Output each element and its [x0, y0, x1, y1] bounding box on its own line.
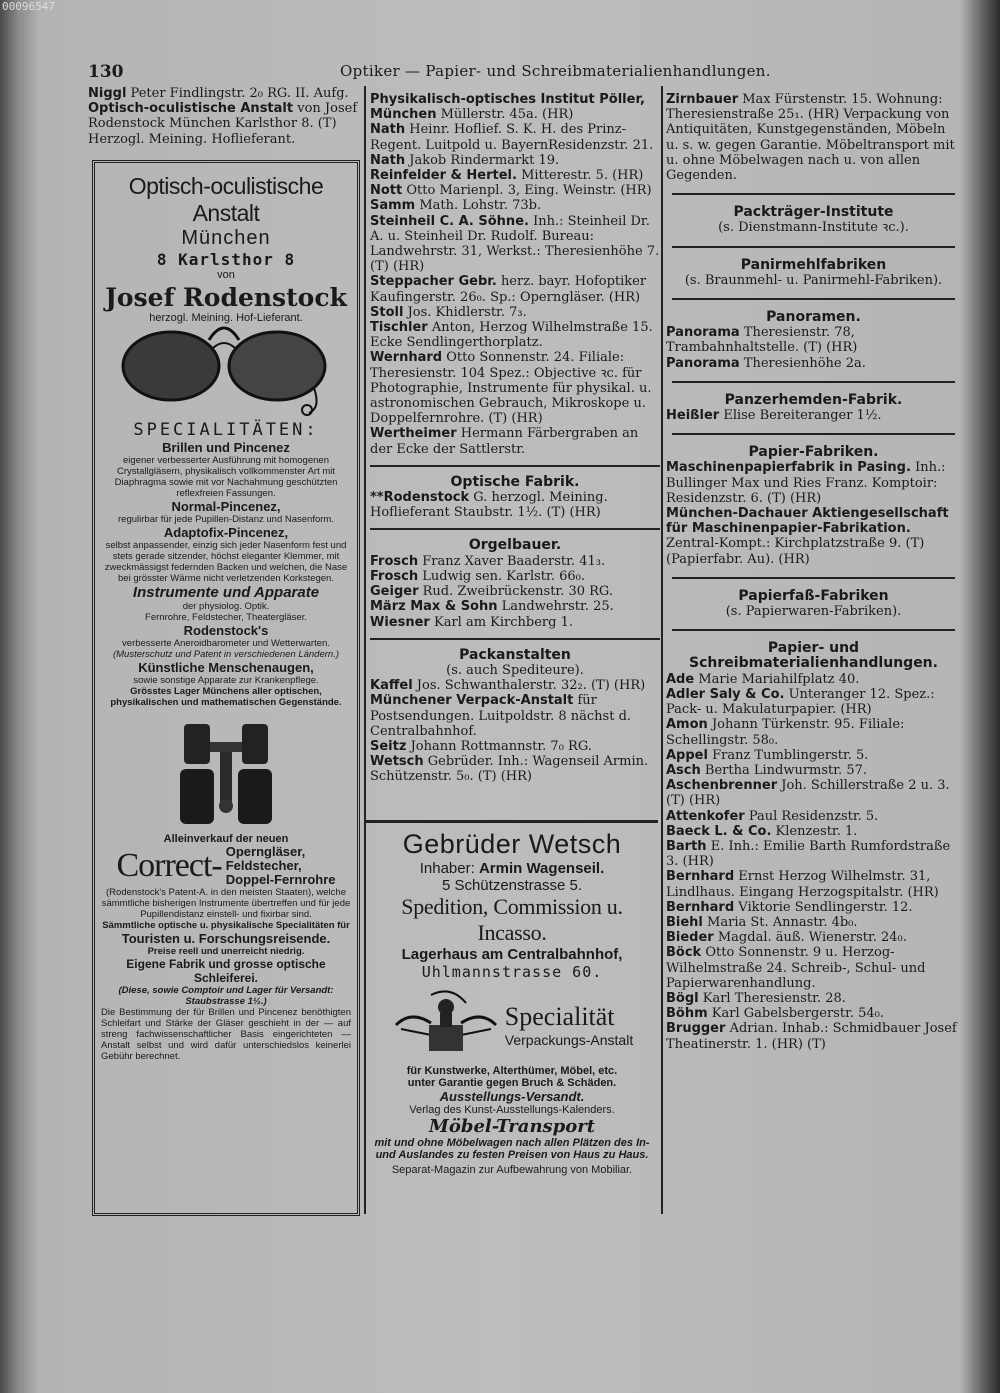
- correct-items: [226, 845, 336, 887]
- correct-item: Operngläser,: [225, 844, 306, 859]
- list-item: Barth E. Inh.: Emilie Barth Rumfordstraße 3. (HR): [666, 838, 951, 870]
- section-title: Optische Fabrik.: [450, 473, 580, 490]
- divider: [672, 577, 955, 579]
- ad-heading: Künstliche Menschenaugen,: [138, 660, 314, 675]
- ad-text: (Musterschutz und Patent in verschiedenen Ländern.): [112, 649, 340, 660]
- divider: [370, 528, 660, 530]
- ad-city: München: [181, 227, 271, 249]
- column-3: [666, 92, 961, 1052]
- column-2: [370, 92, 660, 785]
- section-title: Panzerhemden-Fabrik.: [724, 391, 903, 408]
- ad-warehouse-street: Uhlmannstrasse 60.: [421, 963, 603, 981]
- ad-text: Sämmtliche optische u. physikalische Specialitäten für: [102, 920, 350, 931]
- list-item: Seitz Johann Rottmannstr. 7₀ RG.: [370, 738, 592, 754]
- ad-address: 5 Schützenstrasse 5.: [441, 877, 583, 894]
- list-item: Samm Math. Lohstr. 73b.: [370, 198, 542, 214]
- ad-guarantee: unter Garantie gegen Bruch & Schäden.: [407, 1077, 617, 1089]
- list-item: Stoll Jos. Khidlerstr. 7₃.: [370, 304, 527, 320]
- ad-heading: Instrumente und Apparate: [132, 584, 320, 601]
- section-title: Orgelbauer.: [468, 537, 562, 554]
- ad-text: eigener verbesserter Ausführung mit homogenen Crystallgläsern, physikalisch vollkommenster Art mit Diaphragma sowie mit vor Nachahmung geschützten reflexfreien Fassungen.: [114, 455, 338, 499]
- list-item: Nath Jakob Rindermarkt 19.: [370, 152, 560, 168]
- divider: [672, 629, 955, 631]
- list-item: Böhm Karl Gabelsbergerstr. 54₀.: [666, 1006, 885, 1022]
- ad-text: Grösstes Lager Münchens aller optischen, physikalischen und mathematischen Gegenstände.: [110, 686, 342, 708]
- list-item: Panorama Theresienstr. 78, Trambahnhaltstelle. (T) (HR): [666, 325, 858, 356]
- list-item: Bernhard Viktorie Sendlingerstr. 12.: [666, 899, 913, 915]
- running-header: Optiker — Papier- und Schreibmaterialienhandlungen.: [340, 62, 771, 80]
- ad-speciality: Specialität: [504, 1002, 615, 1031]
- list-item: Kaffel Jos. Schwanthalerstr. 32₂. (T) (HR): [370, 678, 646, 694]
- list-item: Bögl Karl Theresienstr. 28.: [666, 990, 846, 1006]
- ad-text: Preise reell und unerreicht niedrig.: [147, 946, 305, 957]
- list-item: **Rodenstock G. herzogl. Meining. Hoflieferant Staubstr. 1½. (T) (HR): [370, 490, 608, 521]
- list-item: Appel Franz Tumblingerstr. 5.: [666, 747, 869, 763]
- list-item: Frosch Franz Xaver Baaderstr. 41₃.: [370, 553, 606, 569]
- column-rule: [661, 86, 663, 1214]
- page-number: 130: [88, 62, 124, 82]
- list-item: Münchener Verpack-Anstalt für Postsendungen. Luitpoldstr. 8 nächst d. Centralbahnhof.: [370, 693, 632, 739]
- ad-heading: Touristen u. Forschungsreisende.: [121, 931, 331, 946]
- list-item: Steppacher Gebr. herz. bayr. Hofoptiker Kaufingerstr. 26₀. Sp.: Operngläser. (HR): [370, 274, 647, 305]
- list-item: Baeck L. & Co. Klenzestr. 1.: [666, 823, 858, 839]
- ad-owner-line: Inhaber: Armin Wagenseil.: [419, 860, 605, 877]
- list-item: Biehl Maria St. Annastr. 4b₀.: [666, 914, 858, 930]
- ad-text: selbst anpassender, einzig sich jeder Nasenform fest und stets gerade sitzender, höchst eleganter Klemmer, mit zweckmässigst federnden Backen und welchen, die Nase bei grösster Wärme nicht verletzenden Korkstegen.: [104, 540, 348, 584]
- list-item: Wernhard Otto Sonnenstr. 24. Filiale: Theresienstr. 104 Spez.: Objective ꝛc. für Photographie, Instrumente für physikal. u. astronomischen Gebrauch, Mikroskope u. Doppelfernrohre. (T) (HR): [370, 350, 652, 427]
- ad-text: sowie sonstige Apparate zur Krankenpflege.: [133, 675, 319, 686]
- list-item: Frosch Ludwig sen. Karlstr. 66₀.: [370, 568, 585, 584]
- section-title: Packanstalten: [459, 646, 571, 663]
- pincenez-illustration: [109, 318, 339, 418]
- list-item: Brugger Adrian. Inhab.: Schmidbauer Josef Theatinerstr. 1. (HR) (T): [666, 1021, 957, 1052]
- ad-von: von: [217, 269, 235, 281]
- column-1: [88, 86, 363, 147]
- list-item: Reinfelder & Hertel. Mitterestr. 5. (HR): [370, 168, 644, 184]
- list-item: Wetsch Gebrüder. Inh.: Wagenseil Armin. Schützenstr. 5₀. (T) (HR): [370, 754, 649, 785]
- ad-items: für Kunstwerke, Alterthümer, Möbel, etc.: [406, 1065, 618, 1077]
- ad-text: regulirbar für jede Pupillen-Distanz und Nasenform.: [118, 514, 334, 525]
- advertisement-rodenstock: [92, 160, 360, 1216]
- list-item: Zirnbauer Max Fürstenstr. 15. Wohnung: Theresienstraße 25₁. (HR) Verpackung von Antiquitäten, Kunstgegenständen, Möbeln u. s. w. gegen Garantie. Möbeltransport mit u. ohne Möbelwagen nach u. von allen Gegenden.: [666, 92, 955, 184]
- section-title: Packträger-Institute: [733, 204, 894, 221]
- ad-heading: Brillen und Pincenez: [162, 440, 290, 455]
- ad-appointment: herzogl. Meining. Hof-Lieferant.: [149, 312, 303, 324]
- scan-id: 00096547: [2, 0, 55, 13]
- courier-illustration: [391, 985, 501, 1065]
- list-item: Attenkofer Paul Residenzstr. 5.: [666, 808, 879, 824]
- ad-heading: Eigene Fabrik und grosse optische Schleiferei.: [126, 957, 326, 985]
- list-item: Bieder Magdal. äuß. Wienerstr. 24₀.: [666, 930, 907, 946]
- list-item: Heißler Elise Bereiteranger 1½.: [666, 408, 882, 424]
- section-title: Panoramen.: [766, 309, 861, 326]
- advertisement-wetsch: [366, 820, 658, 1207]
- list-item: Aschenbrenner Joh. Schillerstraße 2 u. 3. (T) (HR): [666, 778, 950, 809]
- list-item: Physikalisch-optisches Institut Pöller, München Müllerstr. 45a. (HR): [370, 92, 645, 123]
- ad-text: der physiolog. Optik.: [182, 601, 270, 612]
- list-item: Panorama Theresienhöhe 2a.: [666, 355, 866, 371]
- list-item: Adler Saly & Co. Unteranger 12. Spez.: Pack- u. Makulaturpapier. (HR): [666, 686, 935, 718]
- ad-firm: Gebrüder Wetsch: [402, 829, 622, 859]
- divider: [672, 246, 955, 248]
- section-subtitle: (s. Papierwaren-Fabriken).: [725, 604, 902, 620]
- speciality-block: [366, 985, 658, 1065]
- list-item: Wiesner Karl am Kirchberg 1.: [370, 614, 573, 630]
- section-title: Papier-Fabriken.: [748, 444, 879, 461]
- list-item: Bernhard Ernst Herzog Wilhelmstr. 31, Lindlhaus. Eingang Herzogspitalstr. (HR): [666, 869, 939, 900]
- ad-exhibitions: Ausstellungs-Versandt.: [439, 1089, 585, 1104]
- section-title: Panirmehlfabriken: [740, 256, 887, 273]
- list-item: Nott Otto Marienpl. 3, Eing. Weinstr. (HR): [370, 183, 652, 199]
- ad-services: Spedition, Commission u. Incasso.: [401, 894, 623, 945]
- ad-text: Alleinverkauf der neuen: [163, 833, 289, 845]
- ad-publisher: Verlag des Kunst-Ausstellungs-Kalenders.: [409, 1104, 615, 1116]
- speciality-text: [505, 1002, 633, 1048]
- section-subtitle: (s. Braunmehl- u. Panirmehl-Fabriken).: [684, 272, 943, 288]
- divider: [672, 298, 955, 300]
- ad-heading: Rodenstock's: [183, 623, 269, 638]
- list-item: Böck Otto Sonnenstr. 9 u. Herzog-Wilhelmstraße 24. Schreib-, Schul- und Papierwarenhandlung.: [666, 945, 926, 991]
- ad-text: Fernrohre, Feldstecher, Theatergläser.: [145, 612, 307, 623]
- ad-address: 8 Karlsthor 8: [156, 250, 296, 269]
- ad-warehouse: Lagerhaus am Centralbahnhof,: [401, 946, 623, 963]
- ad-heading: Adaptofix-Pincenez,: [163, 525, 289, 540]
- ad-specialties-heading: SPECIALITÄTEN:: [133, 420, 319, 440]
- section-subtitle: (s. auch Spediteure).: [446, 662, 584, 678]
- divider: [672, 193, 955, 195]
- list-item: Tischler Anton, Herzog Wilhelmstraße 15. Ecke Sendlingerthorplatz.: [370, 320, 653, 351]
- correct-wordmark: Correct-: [116, 847, 222, 884]
- list-item: Maschinenpapierfabrik in Pasing. Inh.: Bullinger Max und Ries Franz. Komptoir: Residenzstr. 6. (T) (HR): [666, 460, 946, 506]
- list-item: Asch Bertha Lindwurmstr. 57.: [666, 762, 867, 778]
- list-item: Wertheimer Hermann Färbergraben an der Ecke der Sattlerstr.: [370, 426, 639, 457]
- section-title: Papier- und Schreibmaterialienhandlungen.: [689, 640, 938, 672]
- correct-item: Feldstecher,: [225, 858, 302, 873]
- ad-heading: Normal-Pincenez,: [171, 499, 281, 514]
- list-item: Steinheil C. A. Söhne. Inh.: Steinheil Dr. A. u. Steinheil Dr. Rudolf. Bureau: Landwehrstr. 31, Werkst.: Theresienhöhe 7. (T) (HR): [370, 213, 660, 275]
- list-item: Ade Marie Mariahilfplatz 40.: [666, 671, 860, 687]
- ad-transport: Möbel-Transport: [428, 1116, 596, 1137]
- correct-block: [95, 845, 357, 887]
- divider: [672, 433, 955, 435]
- ad-text: Die Bestimmung der für Brillen und Pincenez benöthigten Schleifart und Stärke der Gläser geschieht in der — auf streng fachwissenschaftlicher Basis eingerichteten — Anstalt selbst und wird dafür unterschiedslos keinerlei Gebühr berechnet.: [101, 1007, 351, 1062]
- list-item: Niggl Peter Findlingstr. 2₀ RG. II. Aufg.: [88, 86, 349, 101]
- correct-item: Doppel-Fernrohre: [225, 872, 336, 887]
- divider: [370, 465, 660, 467]
- ad-speciality-2: Verpackungs-Anstalt: [504, 1032, 634, 1048]
- list-item: München-Dachauer Aktiengesellschaft für Maschinenpapier-Fabrikation. Zentral-Kompt.: Kirchplatzstraße 9. (T) (Papierfabr. Au). (HR): [666, 506, 949, 567]
- list-item: Amon Johann Türkenstr. 95. Filiale: Schellingstr. 58₀.: [666, 717, 905, 748]
- ad-text: verbesserte Aneroidbarometer und Wetterwarten.: [122, 638, 330, 649]
- ad-storage: Separat-Magazin zur Aufbewahrung von Mobiliar.: [391, 1164, 633, 1176]
- section-subtitle: (s. Dienstmann-Institute ꝛc.).: [718, 220, 909, 236]
- list-item: Geiger Rud. Zweibrückenstr. 30 RG.: [370, 584, 613, 600]
- ad-text: (Rodenstock's Patent-A. in den meisten Staaten), welche sämmtliche bisherigen Instrumente übertreffen und für jede Pupillendistanz einstell- und fixirbar sind.: [101, 887, 351, 920]
- binoculars-illustration: [176, 714, 276, 834]
- ad-text: (Diese, sowie Comptoir und Lager für Versandt: Staubstrasse 1½.): [118, 985, 334, 1007]
- list-item: Optisch-oculistische Anstalt von Josef Rodenstock München Karlsthor 8. (T) Herzogl. Meining. Hoflieferant.: [88, 101, 358, 147]
- section-title: Papierfaß-Fabriken: [738, 587, 889, 604]
- list-item: Nath Heinr. Hoflief. S. K. H. des Prinz-Regent. Luitpold u. BayernResidenzstr. 21.: [370, 122, 654, 153]
- list-item: März Max & Sohn Landwehrstr. 25.: [370, 599, 614, 615]
- divider: [370, 638, 660, 640]
- ad-transport-text: mit und ohne Möbelwagen nach allen Plätzen des In- und Auslandes zu festen Preisen von Haus zu Haus.: [374, 1137, 650, 1161]
- divider: [672, 381, 955, 383]
- ad-title: Optisch-oculistische Anstalt: [128, 173, 324, 226]
- ad-owner: Josef Rodenstock: [105, 283, 347, 312]
